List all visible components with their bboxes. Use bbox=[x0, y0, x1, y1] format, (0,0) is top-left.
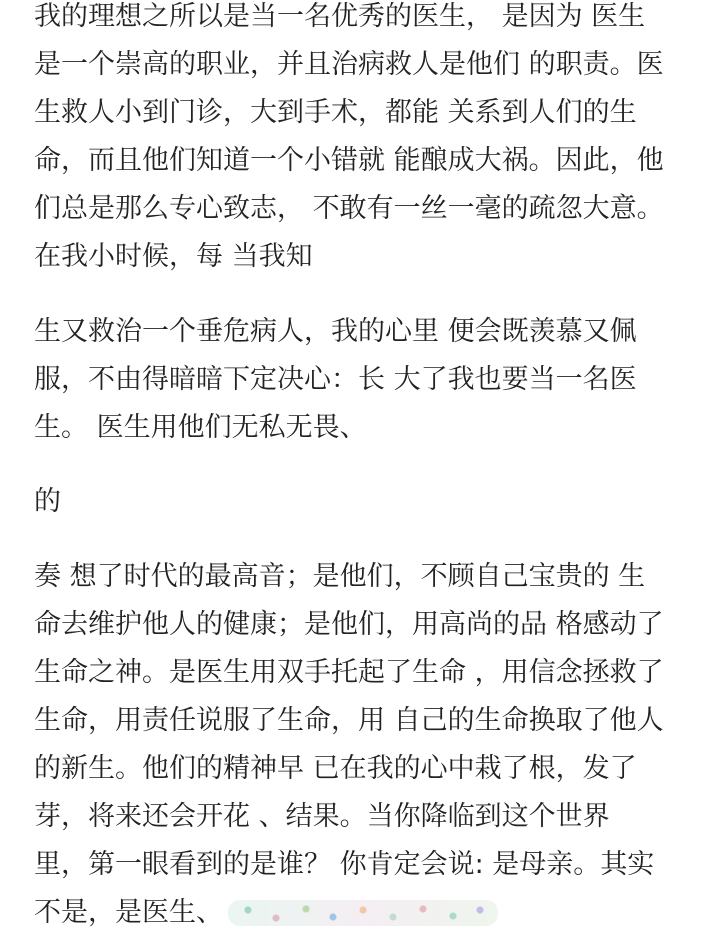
text-line: 的新生。他们的精神早 已在我的心中栽了根，发了 bbox=[34, 753, 637, 784]
text-line: 不是，是医生、 bbox=[34, 897, 223, 928]
paragraph-3 bbox=[34, 478, 694, 526]
blurred-redaction-overlay bbox=[228, 900, 498, 926]
text-line: 我的理想之所以是当一名优秀的医生， 是因为 医生 bbox=[34, 1, 646, 32]
text-line: 芽，将来还会开花 、结果。当你降临到这个世界 bbox=[34, 801, 610, 832]
text-line: 生命，用责任说服了生命，用 自己的生命换取了他人 bbox=[34, 705, 664, 736]
text-line: 生救人小到门诊，大到手术，都能 关系到人们的生 bbox=[34, 97, 637, 128]
text-line: 生。 医生用他们无私无畏、 bbox=[34, 412, 367, 443]
text-line: 的 bbox=[34, 486, 61, 517]
paragraph-1 bbox=[34, 0, 694, 281]
text-line: 命，而且他们知道一个小错就 能酿成大祸。因此，他 bbox=[34, 145, 664, 176]
paragraph-4 bbox=[34, 553, 694, 937]
text-line: 服，不由得暗暗下定决心：长 大了我也要当一名医 bbox=[34, 364, 637, 395]
text-line: 们总是那么专心致志， 不敢有一丝一毫的疏忽大意。 bbox=[34, 193, 664, 224]
text-line: 里，第一眼看到的是谁？ 你肯定会说: 是母亲。其实 bbox=[34, 849, 655, 880]
text-line: 生又救治一个垂危病人，我的心里 便会既羡慕又佩 bbox=[34, 316, 637, 347]
text-line: 命去维护他人的健康；是他们，用高尚的品 格感动了 bbox=[34, 609, 664, 640]
paragraph-2 bbox=[34, 308, 694, 452]
text-line: 奏 想了时代的最高音；是他们，不顾自己宝贵的 生 bbox=[34, 561, 646, 592]
text-line: 在我小时候，每 当我知 bbox=[34, 241, 313, 272]
text-line: 生命之神。是医生用双手托起了生命 ，用信念拯救了 bbox=[34, 657, 664, 688]
text-line: 是一个崇高的职业，并且治病救人是他们 的职责。医 bbox=[34, 49, 664, 80]
